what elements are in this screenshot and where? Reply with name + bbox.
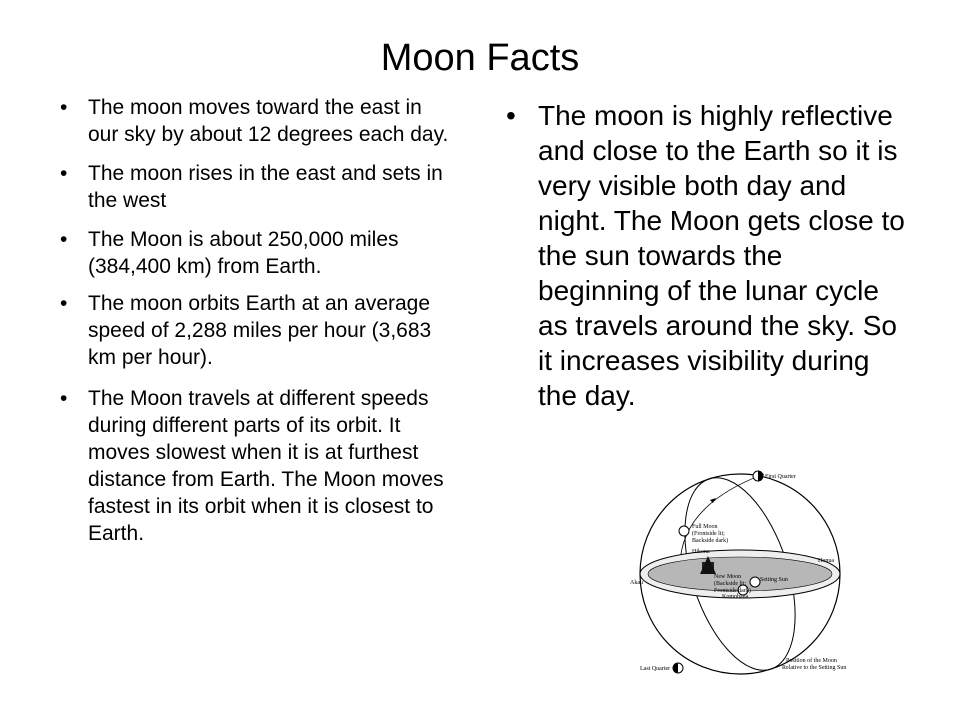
right-bullet-list xyxy=(506,98,906,413)
bullet-marker: • xyxy=(60,162,68,185)
bullet-marker: • xyxy=(60,387,68,410)
label-honua: Honua xyxy=(818,558,834,564)
list-item xyxy=(60,385,455,547)
label-setting-sun: Setting Sun xyxy=(760,577,788,583)
label-akau: Akau xyxy=(630,580,643,586)
label-full-moon-3: Backside dark) xyxy=(692,538,729,544)
label-hikona: Hikona xyxy=(692,549,710,555)
bullet-text: The moon is highly reflective and close to the Earth so it is very visible both day and night. The Moon gets close to the sun towards the beginning of the lunar cycle as travels around the sky. So it increases visibility during the day. xyxy=(538,100,905,411)
bullet-marker: • xyxy=(60,228,68,251)
moon-position-diagram xyxy=(618,466,858,682)
label-caption-2: Relative to the Setting Sun xyxy=(782,665,847,671)
moon-orbit-arrow xyxy=(710,498,716,503)
bullet-marker: • xyxy=(60,96,68,119)
bullet-marker: • xyxy=(60,292,68,315)
label-new-moon-1: New Moon xyxy=(714,574,742,580)
last-quarter-moon-dark xyxy=(673,663,678,673)
label-new-moon-3: Frontside dark) xyxy=(714,588,751,594)
bullet-marker: • xyxy=(506,100,516,131)
full-moon xyxy=(679,526,689,536)
left-bullet-list xyxy=(60,94,455,559)
bullet-text: The Moon travels at different speeds during different parts of its orbit. It moves slowest when it is at furthest distance from Earth. The Moon moves fastest in its orbit when it is closest to Earth. xyxy=(88,387,444,545)
list-item xyxy=(60,226,455,280)
label-caption-1: Position of the Moon xyxy=(786,658,837,664)
setting-sun xyxy=(750,577,760,587)
bullet-text: The moon orbits Earth at an average speed of 2,288 miles per hour (3,683 km per hour). xyxy=(88,292,432,369)
first-quarter-moon-dark xyxy=(758,471,763,481)
bullet-text: The moon rises in the east and sets in the west xyxy=(88,162,443,212)
label-new-moon-2: (Backside lit; xyxy=(714,581,747,587)
list-item xyxy=(60,160,455,214)
label-komohana: Komohana xyxy=(722,594,749,600)
bullet-text: The Moon is about 250,000 miles (384,400 km) from Earth. xyxy=(88,228,399,278)
slide-title: Moon Facts xyxy=(380,37,580,79)
list-item xyxy=(60,290,455,371)
label-full-moon-2: (Frontside lit; xyxy=(692,531,725,537)
label-full-moon-1: Full Moon xyxy=(692,524,718,530)
label-first-quarter: First Quarter xyxy=(765,474,796,480)
bullet-text: The moon moves toward the east in our sky by about 12 degrees each day. xyxy=(88,96,449,146)
list-item xyxy=(506,98,906,413)
list-item xyxy=(60,94,455,148)
label-last-quarter: Last Quarter xyxy=(640,666,671,672)
